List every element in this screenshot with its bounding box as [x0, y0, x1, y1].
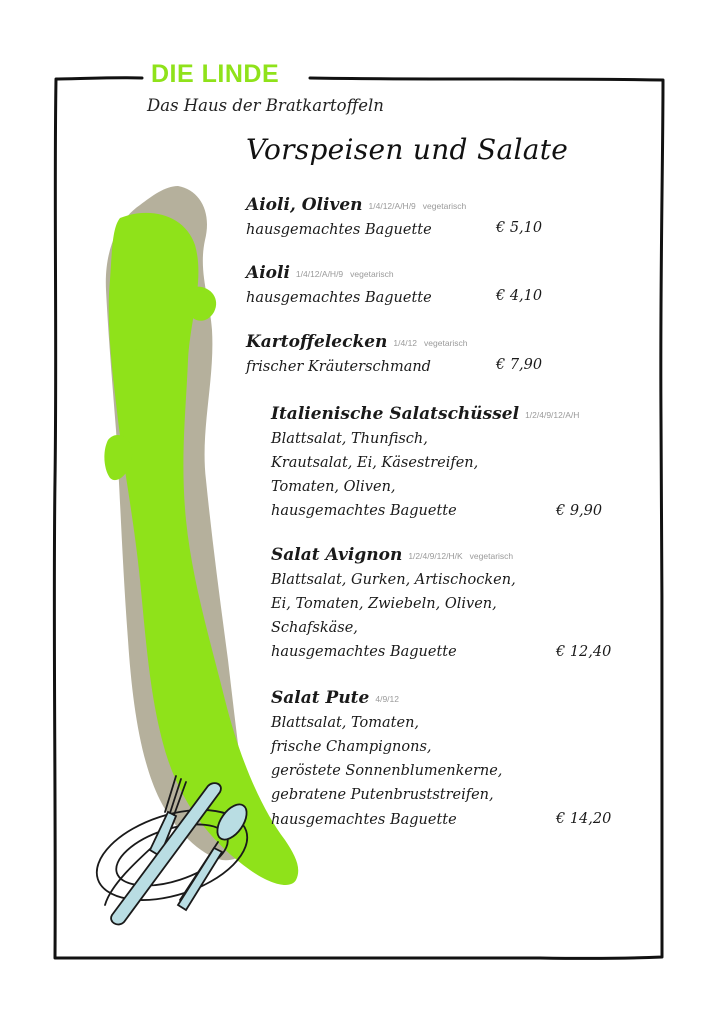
item-description-line: Blattsalat, Tomaten,	[271, 714, 420, 731]
item-description-line: Blattsalat, Thunfisch,	[271, 430, 428, 447]
item-price: € 12,40	[556, 644, 612, 660]
vegetarian-tag: vegetarisch	[350, 268, 394, 279]
vegetarian-tag: vegetarisch	[424, 337, 468, 348]
item-description-line: Schafskäse,	[271, 620, 358, 637]
item-description-line: hausgemachtes Baguette	[271, 811, 457, 828]
item-price: € 5,10	[496, 220, 543, 236]
item-description-line: gebratene Putenbruststreifen,	[271, 787, 494, 804]
item-description-line: Ei, Tomaten, Zwiebeln, Oliven,	[271, 595, 497, 612]
item-allergens: 4/9/12	[375, 693, 399, 704]
item-description-line: Blattsalat, Gurken, Artischocken,	[271, 571, 516, 588]
brand-logo-text: DIE LINDE	[145, 60, 285, 88]
menu-item-aioli	[246, 261, 432, 310]
item-allergens: 1/4/12/A/H/9 vegetarisch	[295, 268, 394, 279]
menu-item-italienische-salatschuessel	[271, 402, 579, 524]
item-allergens: 1/4/12 vegetarisch	[393, 337, 468, 348]
item-allergens: 1/4/12/A/H/9 vegetarisch	[368, 200, 467, 211]
item-price: € 14,20	[556, 811, 612, 827]
item-price: € 9,90	[556, 503, 603, 519]
item-description: frischer Kräuterschmand	[246, 358, 431, 375]
vegetarian-tag: vegetarisch	[422, 200, 467, 211]
item-name: Aioli, Oliven	[246, 195, 363, 215]
item-allergens: 1/2/4/9/12/H/K vegetarisch	[408, 550, 514, 561]
menu-item-kartoffelecken	[246, 330, 468, 379]
menu-item-aioli-oliven	[246, 193, 466, 242]
item-description: hausgemachtes Baguette	[246, 289, 432, 306]
section-title: Vorspeisen und Salate	[246, 133, 569, 166]
item-description-line: hausgemachtes Baguette	[271, 503, 457, 520]
restaurant-tagline: Das Haus der Bratkartoffeln	[147, 96, 384, 115]
item-allergens: 1/2/4/9/12/A/H	[525, 409, 580, 420]
item-description: hausgemachtes Baguette	[246, 221, 432, 238]
item-price: € 4,10	[496, 288, 543, 304]
item-price: € 7,90	[496, 357, 543, 373]
item-description-line: Tomaten, Oliven,	[271, 479, 396, 496]
menu-item-salat-avignon	[271, 543, 516, 665]
vegetarian-tag: vegetarisch	[469, 550, 514, 561]
item-description-line: geröstete Sonnenblumenkerne,	[271, 763, 503, 780]
item-name: Salat Avignon	[271, 545, 403, 565]
item-description-line: Krautsalat, Ei, Käsestreifen,	[271, 454, 479, 471]
item-name: Italienische Salatschüssel	[271, 404, 520, 424]
item-description-line: hausgemachtes Baguette	[271, 644, 457, 661]
item-name: Kartoffelecken	[246, 332, 388, 352]
menu-item-salat-pute	[271, 686, 502, 832]
item-description-line: frische Champignons,	[271, 738, 432, 755]
item-name: Aioli	[246, 263, 290, 283]
item-name: Salat Pute	[271, 688, 370, 708]
